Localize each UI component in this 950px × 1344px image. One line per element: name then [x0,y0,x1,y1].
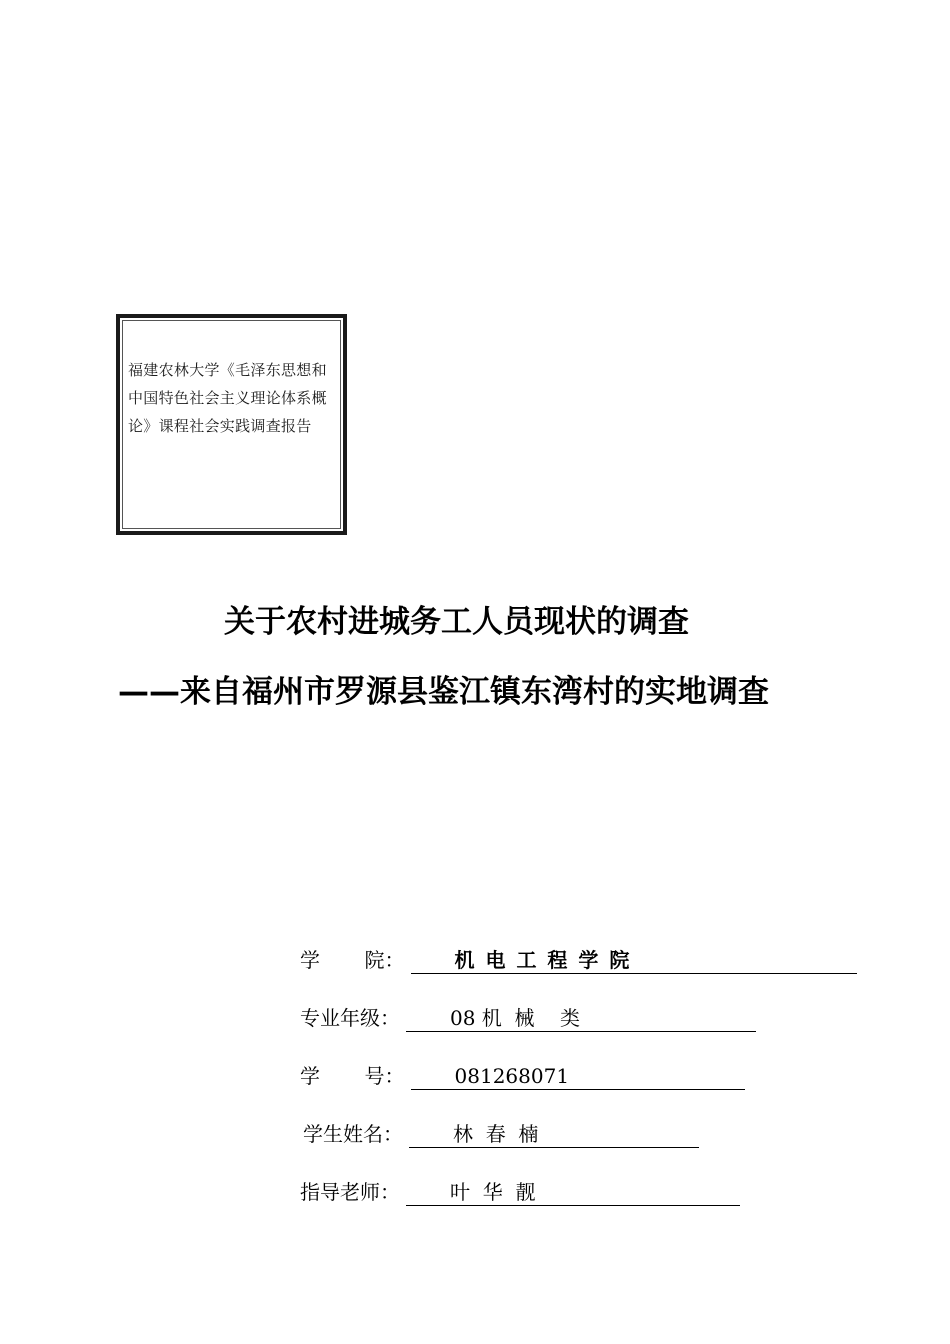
student-id-value: 081268071 [411,1062,745,1090]
student-id-label: 学 号： [300,1064,405,1088]
advisor-row [300,1174,740,1206]
student-id-row [300,1058,745,1090]
student-name-value: 林 春 楠 [409,1120,699,1148]
student-name-label: 学生姓名： [303,1122,403,1146]
report-title: 关于农村进城务工人员现状的调查 [224,604,689,640]
college-label: 学 院： [300,948,405,972]
course-info-box [116,314,347,535]
course-info-text: 福建农林大学《毛泽东思想和中国特色社会主义理论体系概论》课程社会实践调查报告 [128,361,327,435]
student-name-row [303,1116,699,1148]
college-row [300,942,857,974]
advisor-label: 指导老师： [300,1180,400,1204]
major-value: 08 机 械 类 [406,1004,756,1032]
report-subtitle: ——来自福州市罗源县鉴江镇东湾村的实地调查 [118,674,769,710]
major-label: 专业年级： [300,1006,400,1030]
college-value: 机 电 工 程 学 院 [411,946,857,974]
major-row [300,1000,756,1032]
advisor-value: 叶 华 靓 [406,1178,740,1206]
